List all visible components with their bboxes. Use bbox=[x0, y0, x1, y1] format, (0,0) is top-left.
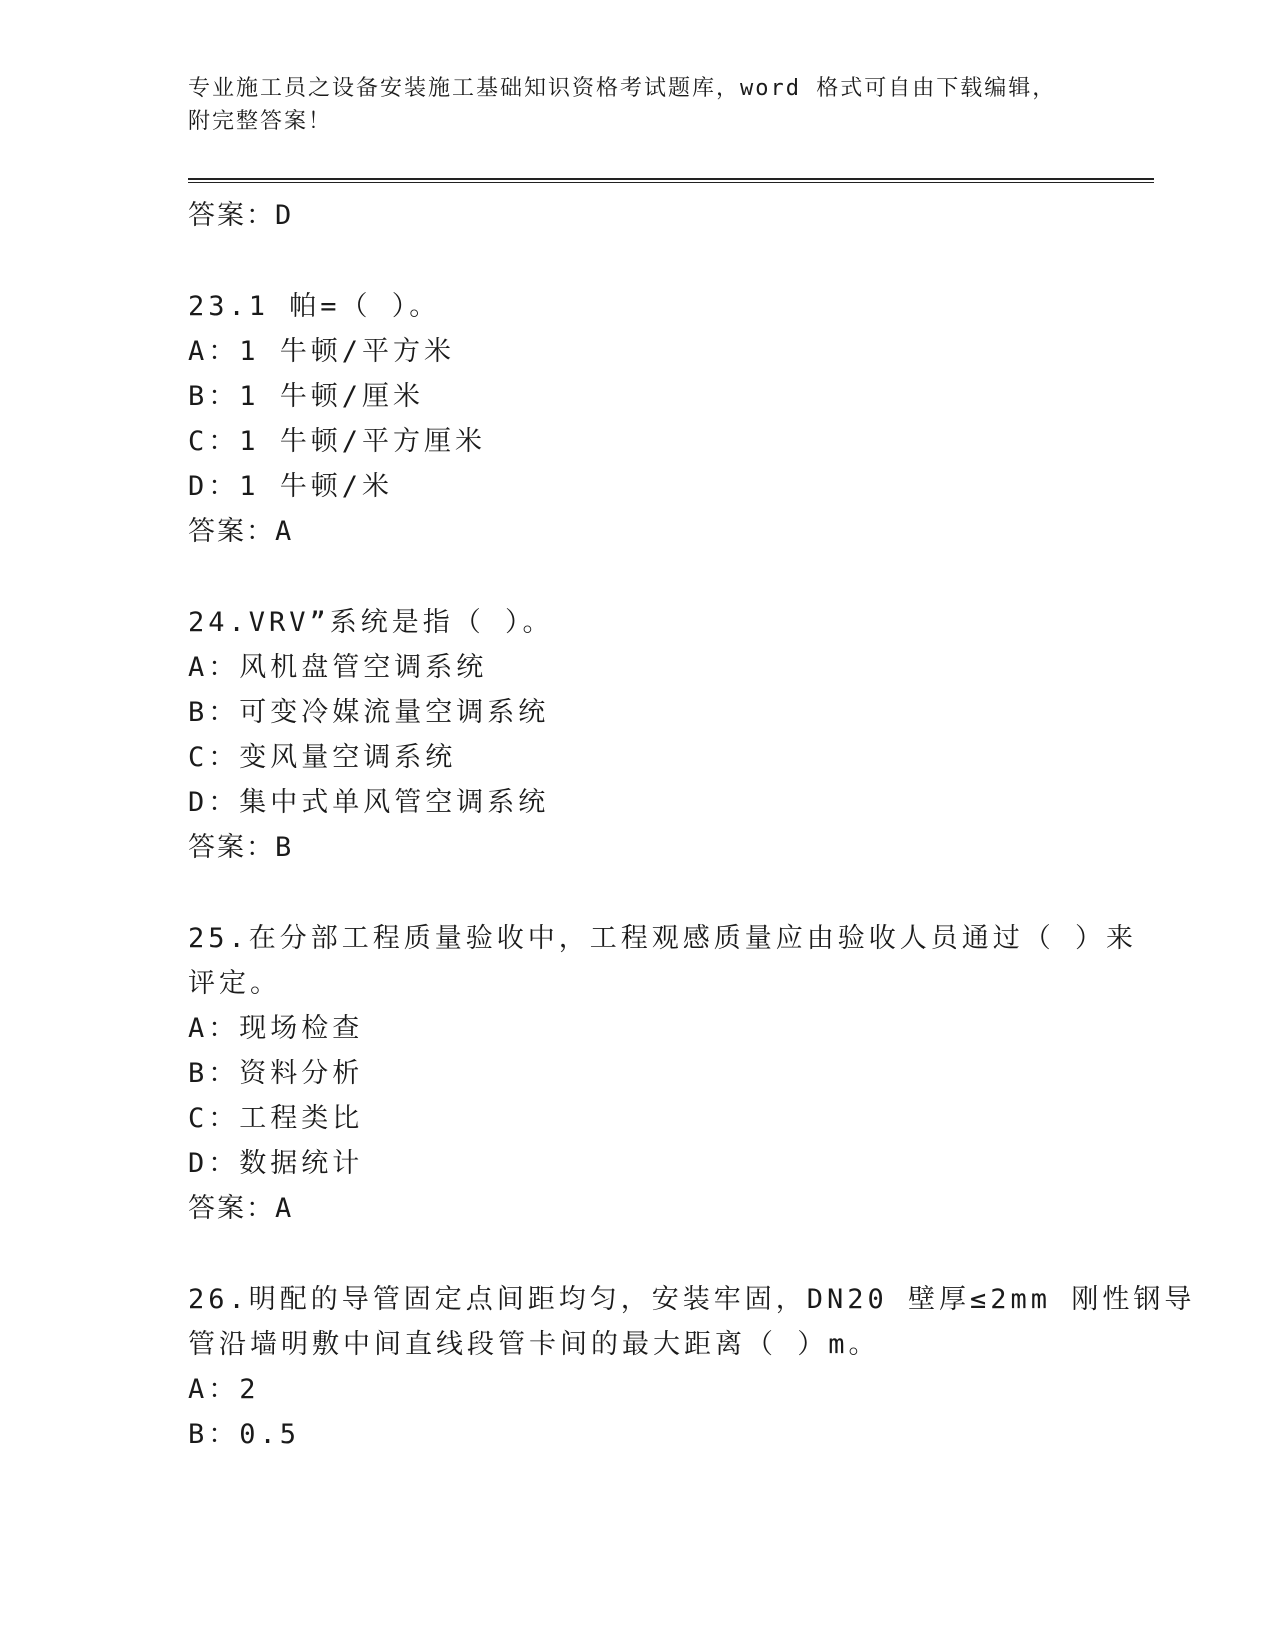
question-25-answer bbox=[188, 1186, 293, 1225]
question-25-option-a: A：现场检查 bbox=[188, 1013, 364, 1044]
answer-label: 答案： bbox=[188, 516, 275, 547]
question-24-answer bbox=[188, 825, 293, 864]
question-23-option-c: C：1 牛顿/平方厘米 bbox=[188, 426, 487, 457]
prev-answer bbox=[188, 193, 293, 232]
question-23-option-b: B：1 牛顿/厘米 bbox=[188, 381, 425, 412]
question-24-stem: 24.VRV”系统是指（ ）。 bbox=[188, 607, 554, 638]
question-26-option-a: A：2 bbox=[188, 1374, 260, 1405]
document-header bbox=[188, 72, 1088, 138]
answer-value: A bbox=[275, 1193, 294, 1224]
answer-value: B bbox=[275, 832, 294, 863]
answer-label: 答案： bbox=[188, 200, 275, 231]
question-25-option-b: B：资料分析 bbox=[188, 1058, 364, 1089]
question-24-option-a: A：风机盘管空调系统 bbox=[188, 652, 488, 683]
answer-value: A bbox=[275, 516, 294, 547]
question-26-option-b: B：0.5 bbox=[188, 1419, 301, 1450]
answer-value: D bbox=[275, 200, 294, 231]
question-23-option-a: A：1 牛顿/平方米 bbox=[188, 336, 456, 367]
question-23-option-d: D：1 牛顿/米 bbox=[188, 471, 394, 502]
question-23-answer bbox=[188, 509, 293, 548]
question-24-option-c: C：变风量空调系统 bbox=[188, 742, 457, 773]
header-line-1: 专业施工员之设备安装施工基础知识资格考试题库，word 格式可自由下载编辑， bbox=[188, 76, 1057, 101]
answer-label: 答案： bbox=[188, 832, 275, 863]
header-divider bbox=[188, 178, 1154, 183]
question-23-stem: 23.1 帕=（ ）。 bbox=[188, 291, 441, 322]
question-26-stem-line-2: 管沿墙明敷中间直线段管卡间的最大距离（ ）m。 bbox=[188, 1329, 880, 1360]
question-25-stem-line-1: 25.在分部工程质量验收中，工程观感质量应由验收人员通过（ ）来 bbox=[188, 923, 1138, 954]
answer-label: 答案： bbox=[188, 1193, 275, 1224]
header-line-2: 附完整答案！ bbox=[188, 109, 333, 134]
question-24-option-b: B：可变冷媒流量空调系统 bbox=[188, 697, 550, 728]
question-25-option-c: C：工程类比 bbox=[188, 1103, 364, 1134]
question-25-stem-line-2: 评定。 bbox=[188, 968, 281, 999]
question-24-option-d: D：集中式单风管空调系统 bbox=[188, 787, 550, 818]
question-26-stem-line-1: 26.明配的导管固定点间距均匀，安装牢固，DN20 壁厚≤2mm 刚性钢导 bbox=[188, 1284, 1196, 1315]
question-25-option-d: D：数据统计 bbox=[188, 1148, 364, 1179]
